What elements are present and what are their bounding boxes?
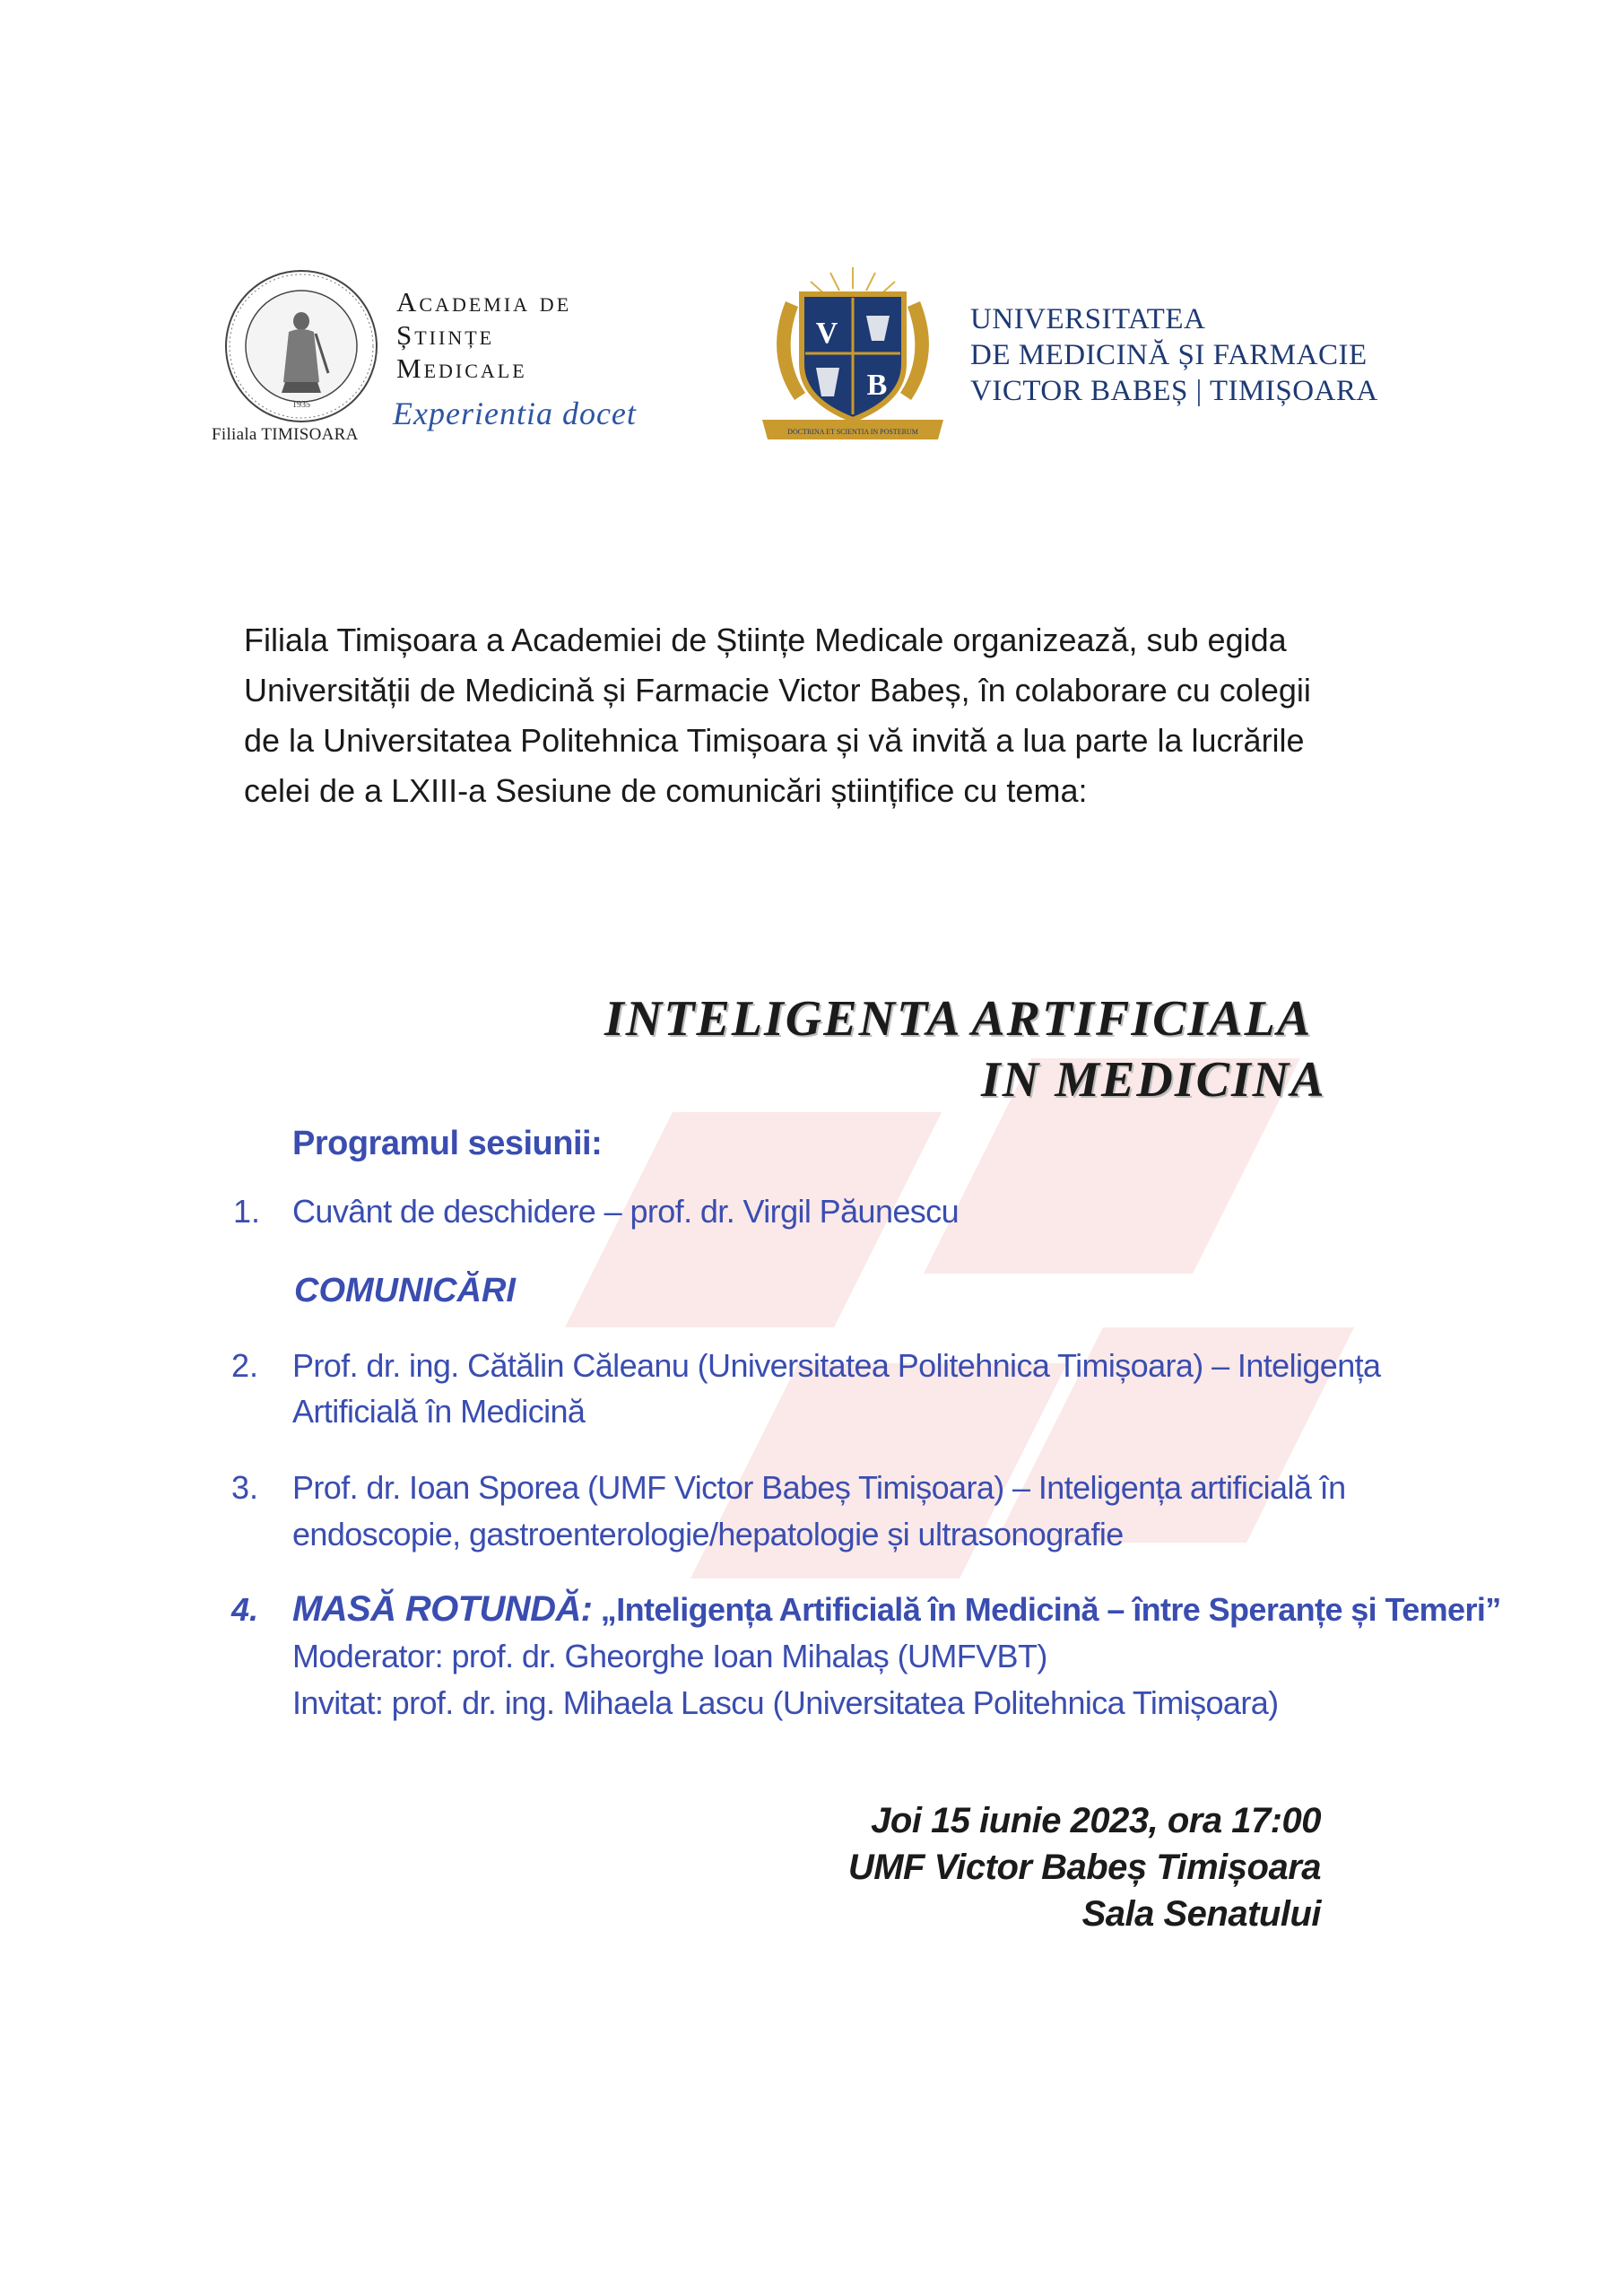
item-2-line-2: Artificială în Medicină xyxy=(292,1393,586,1430)
intro-line: Universității de Medicină și Farmacie Victor Babeș, în colaborare cu colegii xyxy=(244,672,1311,709)
umf-crest-logo xyxy=(759,265,947,441)
umf-title-line: VICTOR BABEȘ | TIMIȘOARA xyxy=(970,375,1378,407)
item-number: 3. xyxy=(231,1469,259,1506)
crest-motto: DOCTRINA ET SCIENTIA IN POSTERUM xyxy=(787,428,918,436)
program-heading: Programul sesiunii: xyxy=(292,1125,603,1162)
asm-title-line: Medicale xyxy=(396,352,527,384)
asm-title-line: Academia de xyxy=(396,286,572,317)
asm-title-line: Științe xyxy=(396,319,495,351)
item-number: 1. xyxy=(233,1193,261,1230)
crest-letter-b: B xyxy=(866,369,888,402)
item-number: 2. xyxy=(231,1347,259,1384)
intro-paragraph xyxy=(244,615,1410,816)
theme-title-line-1: INTELIGENTA ARTIFICIALA xyxy=(604,991,1313,1047)
intro-line: Filiala Timișoara a Academiei de Științe Medicale organizează, sub egida xyxy=(244,622,1287,658)
item-3-line-2: endoscopie, gastroenterologie/hepatologie și ultrasonografie xyxy=(292,1516,1124,1552)
event-venue: UMF Victor Babeș Timișoara xyxy=(847,1848,1321,1887)
item-2-line-1: Prof. dr. ing. Cătălin Căleanu (Universitatea Politehnica Timișoara) – Inteligența xyxy=(292,1347,1381,1384)
asm-branch-label: Filiala TIMISOARA xyxy=(212,425,359,444)
umf-title xyxy=(970,301,1378,409)
event-details xyxy=(848,1797,1321,1937)
section-label-comunicari: COMUNICĂRI xyxy=(294,1272,516,1309)
round-table-label: MASĂ ROTUNDĂ: xyxy=(292,1589,593,1629)
item-number: 4. xyxy=(231,1591,259,1628)
asm-motto: Experientia docet xyxy=(393,396,637,431)
item-4-title-line xyxy=(292,1589,1501,1630)
event-room: Sala Senatului xyxy=(1081,1894,1321,1934)
intro-line: celei de a LXIII-a Sesiune de comunicări științifice cu tema: xyxy=(244,772,1088,809)
umf-title-line: UNIVERSITATEA xyxy=(970,303,1206,335)
seal-year: 1935 xyxy=(292,400,310,410)
item-3-line-1: Prof. dr. Ioan Sporea (UMF Victor Babeș Timișoara) – Inteligența artificială în xyxy=(292,1469,1346,1506)
theme-title-line-2: IN MEDICINA xyxy=(981,1052,1326,1108)
event-date: Joi 15 iunie 2023, ora 17:00 xyxy=(871,1801,1321,1840)
round-table-title: „Inteligența Artificială în Medicină – între Speranțe și Temeri” xyxy=(592,1591,1501,1628)
item-1-text: Cuvânt de deschidere – prof. dr. Virgil Păunescu xyxy=(292,1193,960,1230)
intro-line: de la Universitatea Politehnica Timișoara și vă invită a lua parte la lucrările xyxy=(244,722,1305,759)
item-4-guest: Invitat: prof. dr. ing. Mihaela Lascu (Universitatea Politehnica Timișoara) xyxy=(292,1684,1279,1721)
umf-title-line: DE MEDICINĂ ȘI FARMACIE xyxy=(970,339,1368,371)
crest-letter-v: V xyxy=(815,317,838,350)
item-4-moderator: Moderator: prof. dr. Gheorghe Ioan Mihalaș (UMFVBT) xyxy=(292,1638,1047,1674)
asm-seal-logo xyxy=(222,267,380,425)
asm-title xyxy=(396,285,571,385)
